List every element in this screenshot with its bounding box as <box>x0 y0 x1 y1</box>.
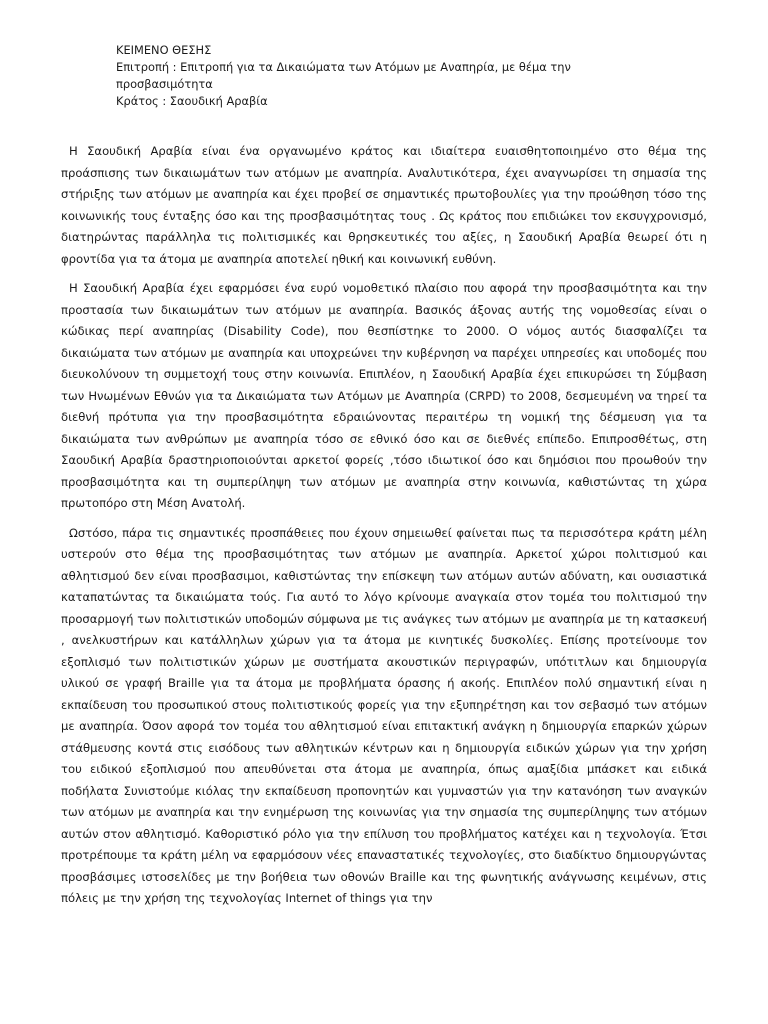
document-header <box>116 42 676 110</box>
paragraph-legislation: Η Σαουδική Αραβία έχει εφαρμόσει ένα ευρύ νομοθετικό πλαίσιο που αφορά την προσβασιμότητα και την προστασία των δικαιωμάτων των ατόμων με αναπηρία. Βασικός άξονας αυτής της νομοθεσίας είναι ο κώδικας περί αναπηρίας (Disability Code), που θεσπίστηκε το 2000. Ο νόμος αυτός διασφαλίζει τα δικαιώματα των ατόμων με αναπηρία και υποχρεώνει την κυβέρνηση να παρέχει υπηρεσίες και υποδομές που διευκολύνουν τη συμμετοχή τους στην κοινωνία. Επιπλέον, η Σαουδική Αραβία έχει επικυρώσει τη Σύμβαση των Ηνωμένων Εθνών για τα Δικαιώματα των Ατόμων με Αναπηρία (CRPD) το 2008, δεσμευμένη να τηρεί τα διεθνή πρότυπα για την προσβασιμότητα εδραιώνοντας περαιτέρω τη νομική της δέσμευση για τα δικαιώματα των ανθρώπων με αναπηρία τόσο σε εθνικό όσο και σε διεθνές επίπεδο. Επιπροσθέτως, στη Σαουδική Αραβία δραστηριοποιούνται αρκετοί φορείς ,τόσο ιδιωτικοί όσο και δημόσιοι που προωθούν την προσβασιμότητα και τη συμπερίληψη των ατόμων με αναπηρία στην κοινωνία, καθιστώντας τη χώρα πρωτοπόρο στη Μέση Ανατολή. <box>61 281 707 510</box>
document-body <box>61 141 707 918</box>
paragraph-proposals: Ωστόσο, πάρα τις σημαντικές προσπάθειες που έχουν σημειωθεί φαίνεται πως τα περισσότερα κράτη μέλη υστερούν στο θέμα της προσβασιμότητας των ατόμων με αναπηρία. Αρκετοί χώροι πολιτισμού και αθλητισμού δεν είναι προσβασιμοι, καθιστώντας την επίσκεψη των ατόμων αυτών αδύνατη, και ουσιαστικά καταπατώντας τα δικαιώματα τούς. Για αυτό το λόγο κρίνουμε αναγκαία στον τομέα του πολιτισμού την προσαρμογή των πολιτιστικών υποδομών σύμφωνα με τις ανάγκες των ατόμων με αναπηρία με τη κατασκευή , ανελκυστήρων και κατάλληλων χώρων για τα άτομα με κινητικές δυσκολίες. Επίσης προτείνουμε τον εξοπλισμό των πολιτιστικών χώρων με συστήματα ακουστικών περιγραφών, υπότιτλων και δημιουργία υλικού σε γραφή Braille για τα άτομα με προβλήματα όρασης ή ακοής. Επιπλέον πολύ σημαντική είναι η εκπαίδευση του προσωπικού στους πολιτιστικούς φορείς για την εξυπηρέτηση και τον σεβασμό των ατόμων με αναπηρία. Όσον αφορά τον τομέα του αθλητισμού είναι επιτακτική ανάγκη η δημιουργία επαρκών χώρων στάθμευσης κοντά στις εισόδους των αθλητικών κέντρων και η δημιουργία ειδικών χώρων για την χρήση του ειδικού εξοπλισμού που απευθύνεται στα άτομα με αναπηρία, όπως αμαξίδια μπάσκετ και ειδικά ποδήλατα Συνιστούμε κιόλας την εκπαίδευση προπονητών και γυμναστών για την κατανόηση των αναγκών των ατόμων με αναπηρία και την ενημέρωση της κοινωνίας για την σημασία της συμπερίληψης των ατόμων αυτών στον αθλητισμό. Καθοριστικό ρόλο για την επίλυση του προβλήματος κατέχει και η τεχνολογία. Έτσι προτρέπουμε τα κράτη μέλη να εφαρμόσουν νέες επαναστατικές τεχνολογίες, στο διαδίκτυο δημιουργώντας προσβάσιμες ιστοσελίδες με την βοήθεια των οθονών Braille και της φωνητικής ανάγνωσης κειμένων, στις πόλεις με την χρήση της τεχνολογίας Internet of things για την <box>61 525 707 905</box>
country-line: Κράτος : Σαουδική Αραβία <box>116 94 268 108</box>
committee-line: Επιτροπή : Επιτροπή για τα Δικαιώματα των Ατόμων με Αναπηρία, με θέμα την <box>116 60 571 74</box>
document-type-label: ΚΕΙΜΕΝΟ ΘΕΣΗΣ <box>116 43 212 57</box>
paragraph-intro: Η Σαουδική Αραβία είναι ένα οργανωμένο κράτος και ιδιαίτερα ευαισθητοποιημένο στο θέμα της προάσπισης των δικαιωμάτων των ατόμων με αναπηρία. Αναλυτικότερα, έχει αναγνωρίσει τη σημασία της στήριξης των ατόμων με αναπηρία και έχει προβεί σε σημαντικές πρωτοβουλίες για την προώθηση τόσο της κοινωνικής τους ένταξης όσο και της προσβασιμότητας τους . Ως κράτος που επιδιώκει τον εκσυγχρονισμό, διατηρώντας παράλληλα τις πολιτισμικές και θρησκευτικές του αξίες, η Σαουδική Αραβία θεωρεί ότι η φροντίδα για τα άτομα με αναπηρία αποτελεί ηθική και κοινωνική ευθύνη. <box>61 144 707 266</box>
committee-line-continued: προσβασιμότητα <box>116 77 213 91</box>
